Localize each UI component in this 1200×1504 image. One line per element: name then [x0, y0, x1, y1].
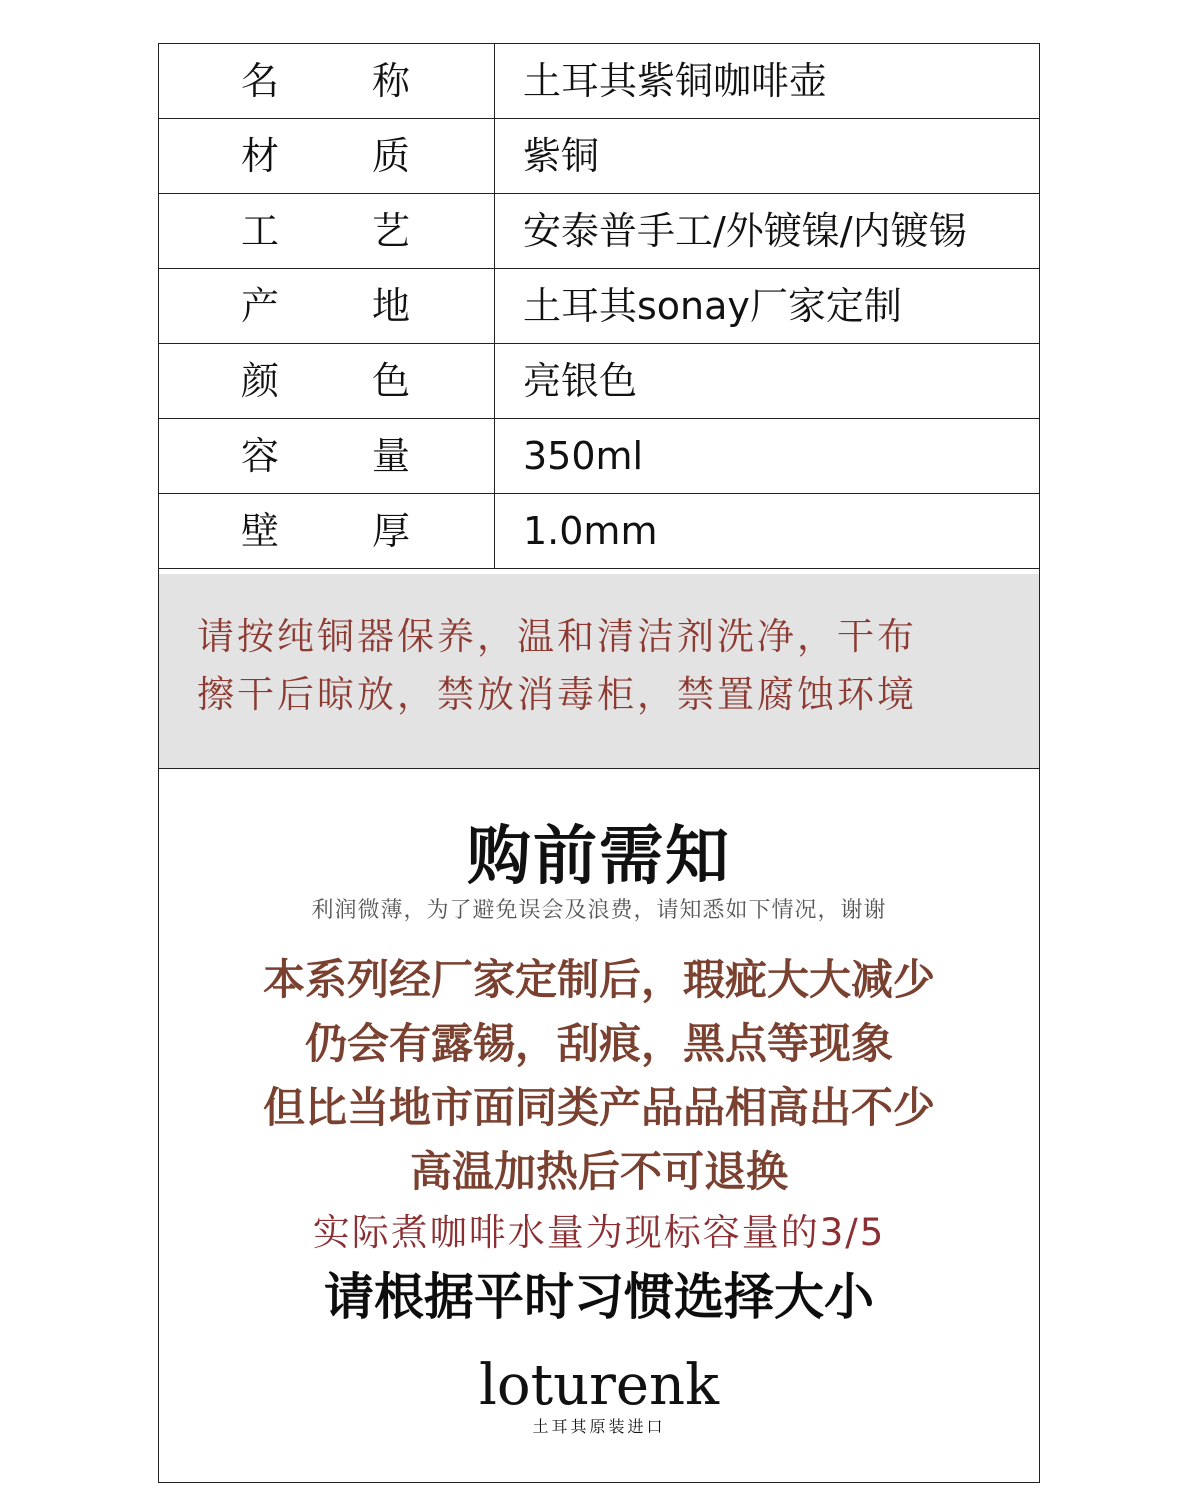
spec-value: 土耳其sonay厂家定制	[495, 269, 1040, 344]
spec-label-char: 色	[371, 359, 410, 403]
spec-table	[159, 44, 1039, 569]
spec-label-char: 名	[241, 59, 280, 103]
capacity-note: 实际煮咖啡水量为现标容量的3/5	[312, 1211, 886, 1254]
spec-label-char: 工	[241, 209, 280, 253]
spec-label	[159, 344, 495, 419]
purchase-notice	[159, 770, 1039, 1438]
spec-value: 安泰普手工/外镀镍/内镀锡	[495, 194, 1040, 269]
spec-row-color	[159, 344, 1039, 419]
spec-value: 土耳其紫铜咖啡壶	[495, 44, 1040, 119]
spec-row-thickness	[159, 494, 1039, 569]
spec-label	[159, 44, 495, 119]
spec-label-char: 地	[371, 284, 410, 328]
spec-label-char: 质	[371, 134, 410, 178]
spec-label-char: 颜	[241, 359, 280, 403]
spec-label	[159, 119, 495, 194]
spec-label-char: 壁	[241, 509, 280, 553]
spec-label	[159, 194, 495, 269]
spec-row-material	[159, 119, 1039, 194]
spec-value: 亮银色	[495, 344, 1040, 419]
brand-logo: loturenk	[478, 1353, 720, 1418]
size-note: 请根据平时习惯选择大小	[324, 1268, 874, 1326]
spec-label-char: 称	[371, 59, 410, 103]
spec-label	[159, 494, 495, 569]
spec-label-char: 容	[241, 434, 280, 478]
spec-label-char: 艺	[371, 209, 410, 253]
notice-line: 本系列经厂家定制后，瑕疵大大减少	[262, 955, 935, 1004]
notice-subtitle: 利润微薄，为了避免误会及浪费，请知悉如下情况，谢谢	[311, 898, 887, 923]
notice-line: 但比当地市面同类产品品相高出不少	[262, 1083, 935, 1132]
spec-row-origin	[159, 269, 1039, 344]
spec-value: 1.0mm	[495, 494, 1040, 569]
spec-label-char: 产	[241, 284, 280, 328]
spec-row-capacity	[159, 419, 1039, 494]
spec-label-char: 量	[371, 434, 410, 478]
spec-row-craft	[159, 194, 1039, 269]
spec-label-char: 厚	[371, 509, 410, 553]
spec-value: 350ml	[495, 419, 1040, 494]
product-info-sheet	[158, 43, 1040, 1483]
brand-tagline: 土耳其原装进口	[532, 1417, 666, 1436]
notice-line: 仍会有露锡，刮痕，黑点等现象	[304, 1019, 893, 1068]
spec-label-char: 材	[241, 134, 280, 178]
spec-row-name	[159, 44, 1039, 119]
care-line: 请按纯铜器保养，温和清洁剂洗净，干布	[197, 615, 917, 658]
care-instructions-box	[159, 574, 1039, 769]
notice-line: 高温加热后不可退换	[409, 1147, 788, 1196]
spec-label	[159, 269, 495, 344]
spec-value: 紫铜	[495, 119, 1040, 194]
notice-title: 购前需知	[467, 820, 731, 894]
spec-label	[159, 419, 495, 494]
notice-body	[159, 948, 1039, 1332]
care-line: 擦干后晾放，禁放消毒柜，禁置腐蚀环境	[197, 673, 917, 716]
